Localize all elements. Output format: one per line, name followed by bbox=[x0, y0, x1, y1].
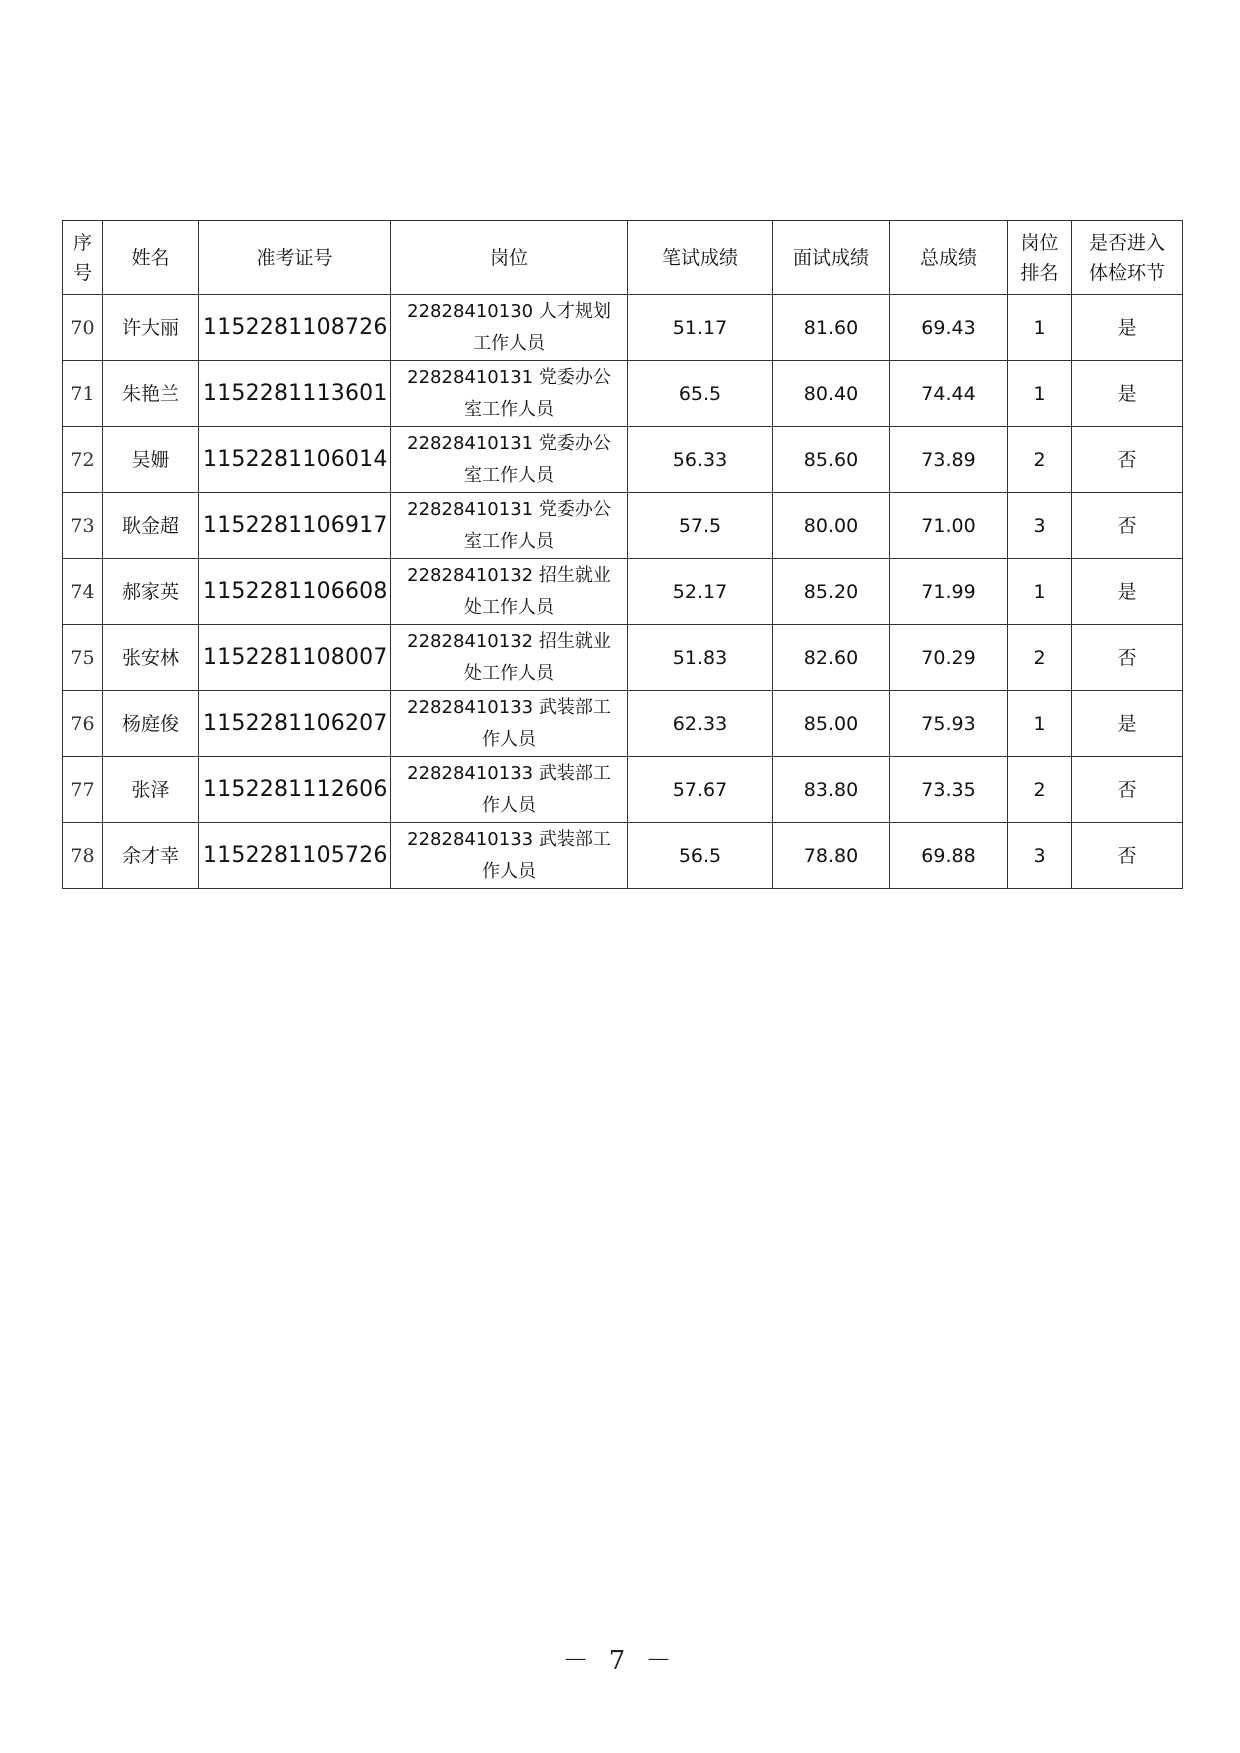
cell-name: 余才幸 bbox=[103, 823, 199, 889]
cell-ticket: 1152281112606 bbox=[199, 757, 391, 823]
cell-ticket: 1152281106014 bbox=[199, 427, 391, 493]
table-row bbox=[63, 295, 1183, 361]
cell-ticket: 1152281108007 bbox=[199, 625, 391, 691]
cell-position bbox=[391, 625, 628, 691]
cell-interview: 85.20 bbox=[773, 559, 890, 625]
cell-total: 73.35 bbox=[890, 757, 1008, 823]
cell-ticket: 1152281106207 bbox=[199, 691, 391, 757]
cell-interview: 85.60 bbox=[773, 427, 890, 493]
position-line2: 处工作人员 bbox=[464, 596, 554, 618]
cell-total: 71.99 bbox=[890, 559, 1008, 625]
cell-physical: 否 bbox=[1072, 625, 1183, 691]
cell-ticket: 1152281106608 bbox=[199, 559, 391, 625]
table-row bbox=[63, 361, 1183, 427]
cell-total: 75.93 bbox=[890, 691, 1008, 757]
cell-total: 73.89 bbox=[890, 427, 1008, 493]
cell-written: 56.33 bbox=[628, 427, 773, 493]
cell-name: 吴姗 bbox=[103, 427, 199, 493]
header-seq-line2: 号 bbox=[72, 261, 92, 284]
cell-rank: 2 bbox=[1008, 625, 1072, 691]
position-line2: 作人员 bbox=[482, 860, 536, 882]
cell-rank: 2 bbox=[1008, 427, 1072, 493]
header-written: 笔试成绩 bbox=[628, 221, 773, 295]
header-name: 姓名 bbox=[103, 221, 199, 295]
cell-seq: 76 bbox=[63, 691, 103, 757]
table-row bbox=[63, 691, 1183, 757]
table-row bbox=[63, 757, 1183, 823]
cell-seq: 70 bbox=[63, 295, 103, 361]
cell-name: 耿金超 bbox=[103, 493, 199, 559]
header-position: 岗位 bbox=[391, 221, 628, 295]
cell-total: 71.00 bbox=[890, 493, 1008, 559]
cell-written: 51.83 bbox=[628, 625, 773, 691]
cell-name: 郝家英 bbox=[103, 559, 199, 625]
cell-physical: 是 bbox=[1072, 691, 1183, 757]
cell-rank: 1 bbox=[1008, 691, 1072, 757]
header-seq bbox=[63, 221, 103, 295]
cell-written: 56.5 bbox=[628, 823, 773, 889]
table-row bbox=[63, 823, 1183, 889]
position-line1: 22828410133 武装部工 bbox=[407, 696, 611, 718]
cell-interview: 85.00 bbox=[773, 691, 890, 757]
cell-ticket: 1152281113601 bbox=[199, 361, 391, 427]
position-line2: 作人员 bbox=[482, 728, 536, 750]
position-line1: 22828410133 武装部工 bbox=[407, 828, 611, 850]
cell-interview: 83.80 bbox=[773, 757, 890, 823]
cell-physical: 否 bbox=[1072, 823, 1183, 889]
header-physical-line1: 是否进入 bbox=[1088, 231, 1165, 254]
cell-rank: 1 bbox=[1008, 295, 1072, 361]
cell-physical: 否 bbox=[1072, 757, 1183, 823]
cell-total: 69.43 bbox=[890, 295, 1008, 361]
cell-interview: 82.60 bbox=[773, 625, 890, 691]
cell-interview: 80.00 bbox=[773, 493, 890, 559]
cell-total: 69.88 bbox=[890, 823, 1008, 889]
header-ticket: 准考证号 bbox=[199, 221, 391, 295]
table-row bbox=[63, 559, 1183, 625]
position-line1: 22828410131 党委办公 bbox=[407, 498, 611, 520]
header-interview: 面试成绩 bbox=[773, 221, 890, 295]
cell-written: 62.33 bbox=[628, 691, 773, 757]
cell-name: 许大丽 bbox=[103, 295, 199, 361]
cell-interview: 80.40 bbox=[773, 361, 890, 427]
position-line2: 工作人员 bbox=[473, 332, 545, 354]
cell-rank: 2 bbox=[1008, 757, 1072, 823]
cell-position bbox=[391, 757, 628, 823]
cell-name: 张泽 bbox=[103, 757, 199, 823]
position-line1: 22828410130 人才规划 bbox=[407, 300, 611, 322]
cell-rank: 3 bbox=[1008, 493, 1072, 559]
cell-name: 杨庭俊 bbox=[103, 691, 199, 757]
header-row bbox=[63, 221, 1183, 295]
table-row bbox=[63, 625, 1183, 691]
page-number: － 7 － bbox=[562, 1646, 678, 1676]
cell-physical: 否 bbox=[1072, 493, 1183, 559]
cell-rank: 3 bbox=[1008, 823, 1072, 889]
cell-interview: 78.80 bbox=[773, 823, 890, 889]
cell-seq: 72 bbox=[63, 427, 103, 493]
cell-position bbox=[391, 559, 628, 625]
position-line2: 处工作人员 bbox=[464, 662, 554, 684]
cell-ticket: 1152281106917 bbox=[199, 493, 391, 559]
cell-ticket: 1152281108726 bbox=[199, 295, 391, 361]
score-table bbox=[62, 220, 1183, 889]
header-rank bbox=[1008, 221, 1072, 295]
cell-total: 74.44 bbox=[890, 361, 1008, 427]
cell-position bbox=[391, 691, 628, 757]
cell-written: 65.5 bbox=[628, 361, 773, 427]
cell-position bbox=[391, 427, 628, 493]
cell-seq: 71 bbox=[63, 361, 103, 427]
position-line2: 室工作人员 bbox=[464, 530, 554, 552]
cell-physical: 是 bbox=[1072, 361, 1183, 427]
table-row bbox=[63, 427, 1183, 493]
cell-seq: 75 bbox=[63, 625, 103, 691]
position-line1: 22828410132 招生就业 bbox=[407, 630, 611, 652]
header-rank-line2: 排名 bbox=[1020, 261, 1059, 284]
cell-physical: 否 bbox=[1072, 427, 1183, 493]
table-row bbox=[63, 493, 1183, 559]
cell-position bbox=[391, 823, 628, 889]
cell-position bbox=[391, 361, 628, 427]
position-line1: 22828410133 武装部工 bbox=[407, 762, 611, 784]
position-line1: 22828410131 党委办公 bbox=[407, 366, 611, 388]
cell-total: 70.29 bbox=[890, 625, 1008, 691]
cell-interview: 81.60 bbox=[773, 295, 890, 361]
cell-name: 朱艳兰 bbox=[103, 361, 199, 427]
cell-name: 张安林 bbox=[103, 625, 199, 691]
cell-position bbox=[391, 493, 628, 559]
cell-written: 57.67 bbox=[628, 757, 773, 823]
cell-written: 51.17 bbox=[628, 295, 773, 361]
cell-seq: 74 bbox=[63, 559, 103, 625]
header-seq-line1: 序 bbox=[72, 231, 92, 254]
cell-rank: 1 bbox=[1008, 559, 1072, 625]
position-line2: 作人员 bbox=[482, 794, 536, 816]
cell-rank: 1 bbox=[1008, 361, 1072, 427]
header-total: 总成绩 bbox=[890, 221, 1008, 295]
cell-seq: 77 bbox=[63, 757, 103, 823]
position-line1: 22828410132 招生就业 bbox=[407, 564, 611, 586]
header-physical bbox=[1072, 221, 1183, 295]
cell-physical: 是 bbox=[1072, 295, 1183, 361]
cell-position bbox=[391, 295, 628, 361]
position-line1: 22828410131 党委办公 bbox=[407, 432, 611, 454]
cell-seq: 78 bbox=[63, 823, 103, 889]
cell-physical: 是 bbox=[1072, 559, 1183, 625]
cell-written: 52.17 bbox=[628, 559, 773, 625]
position-line2: 室工作人员 bbox=[464, 398, 554, 420]
header-physical-line2: 体检环节 bbox=[1088, 261, 1165, 284]
position-line2: 室工作人员 bbox=[464, 464, 554, 486]
header-rank-line1: 岗位 bbox=[1020, 231, 1059, 254]
cell-ticket: 1152281105726 bbox=[199, 823, 391, 889]
cell-written: 57.5 bbox=[628, 493, 773, 559]
cell-seq: 73 bbox=[63, 493, 103, 559]
